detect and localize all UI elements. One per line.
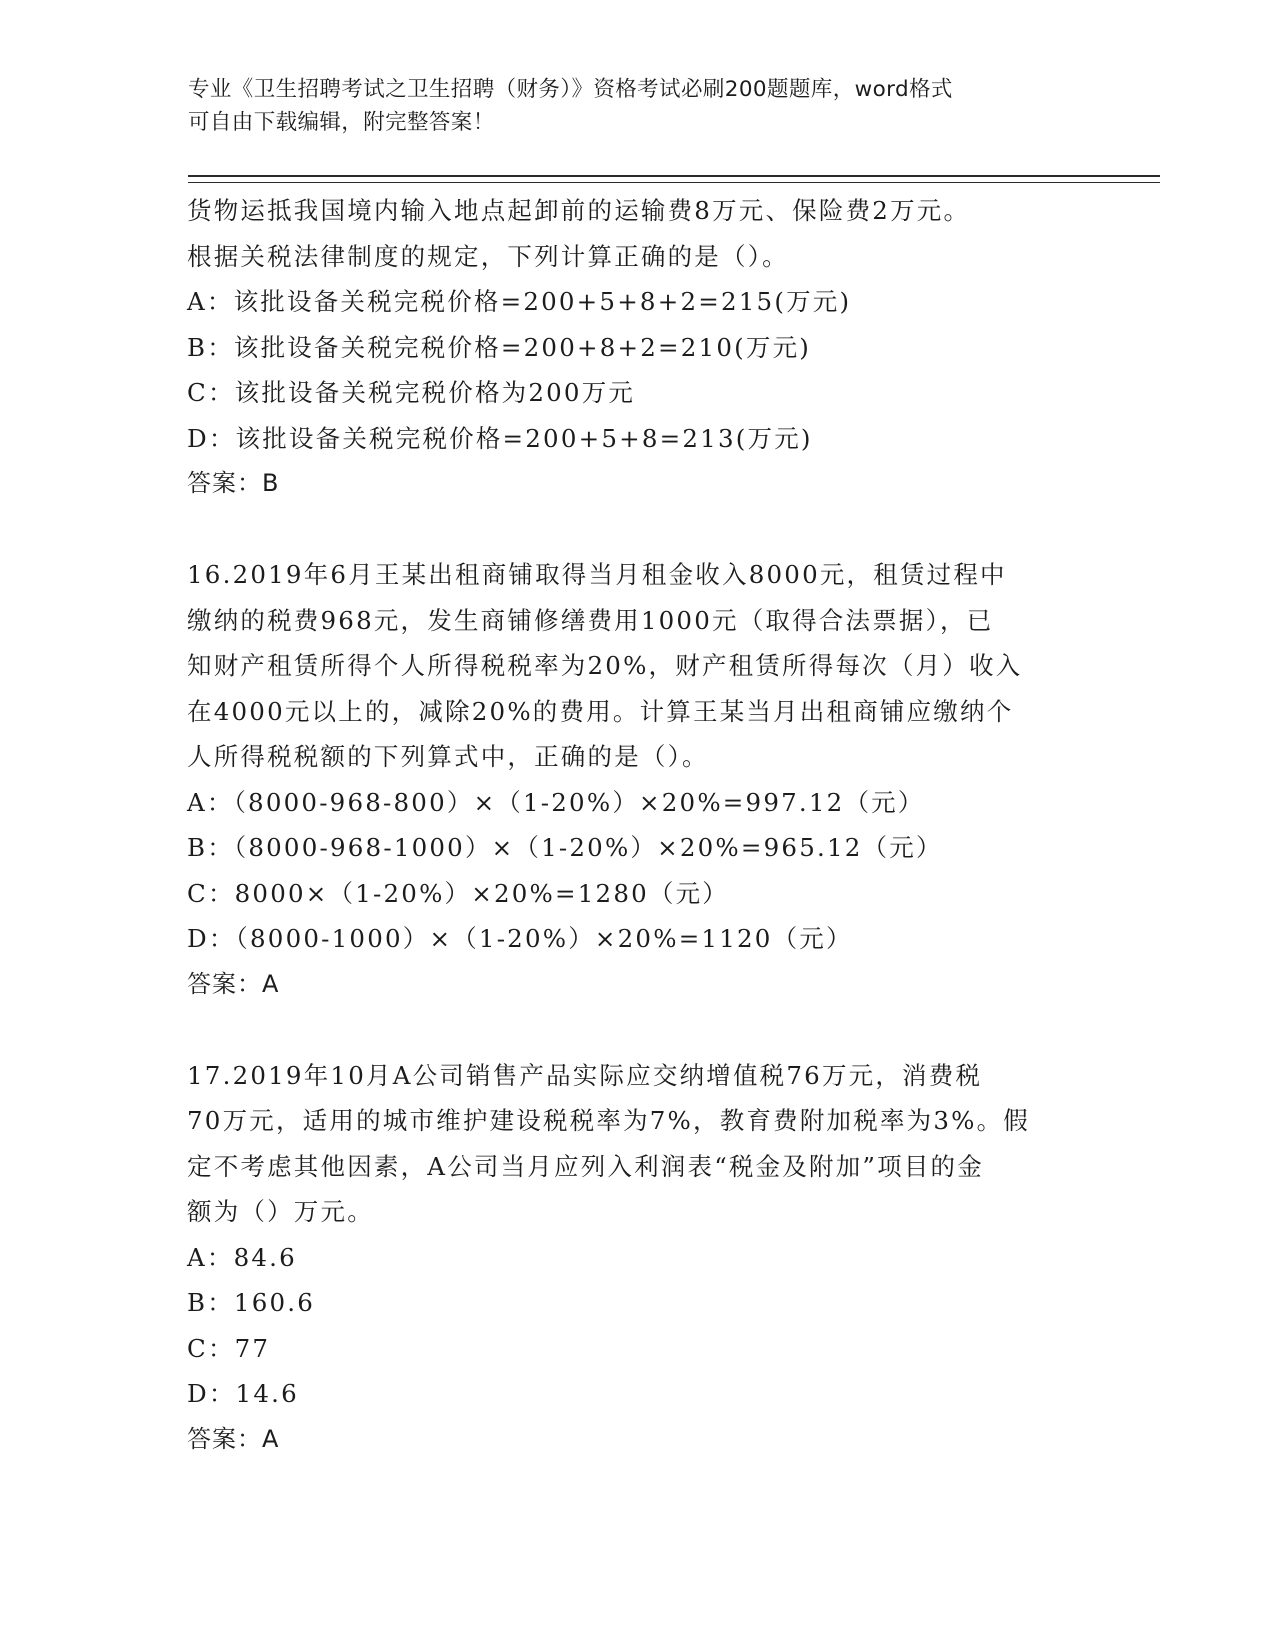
answer-line: 答案：B — [187, 469, 280, 497]
header-line: 专业《卫生招聘考试之卫生招聘（财务）》资格考试必刷200题题库，word格式 — [188, 77, 953, 102]
question-stem-line: 17.2019年10月A公司销售产品实际应交纳增值税76万元，消费税 — [187, 1060, 983, 1090]
question-stem-line: 货物运抵我国境内输入地点起卸前的运输费8万元、保险费2万元。 — [187, 196, 971, 225]
header-line: 可自由下载编辑，附完整答案！ — [188, 110, 495, 135]
option-c: C：8000×（1-20%）×20%=1280（元） — [187, 878, 730, 908]
question-stem-line: 定不考虑其他因素，A公司当月应列入利润表“税金及附加”项目的金 — [187, 1151, 984, 1181]
header-divider-thin — [188, 182, 1160, 183]
option-a: A：（8000-968-800）×（1-20%）×20%=997.12（元） — [187, 787, 925, 817]
answer-line: 答案：A — [187, 969, 280, 998]
question-stem-line: 根据关税法律制度的规定，下列计算正确的是（）。 — [187, 241, 789, 271]
option-b: B：（8000-968-1000）×（1-20%）×20%=965.12（元） — [187, 833, 943, 862]
option-b: B：该批设备关税完税价格=200+8+2=210(万元) — [187, 332, 812, 362]
question-list — [187, 188, 1087, 1462]
question-stem-line: 16.2019年6月王某出租商铺取得当月租金收入8000元，租赁过程中 — [187, 560, 1007, 589]
option-d: D：（8000-1000）×（1-20%）×20%=1120（元） — [187, 924, 853, 953]
option-c: C：该批设备关税完税价格为200万元 — [187, 378, 636, 407]
option-c: C：77 — [187, 1333, 271, 1363]
question-block — [187, 188, 1087, 507]
option-d: D：该批设备关税完税价格=200+5+8=213(万元) — [187, 423, 813, 453]
question-stem-line: 知财产租赁所得个人所得税税率为20%，财产租赁所得每次（月）收入 — [187, 651, 1023, 680]
option-b: B：160.6 — [187, 1288, 316, 1317]
question-stem-line: 缴纳的税费968元，发生商铺修缮费用1000元（取得合法票据），已 — [187, 605, 994, 635]
option-d: D：14.6 — [187, 1379, 299, 1408]
question-stem-line: 70万元，适用的城市维护建设税税率为7%，教育费附加税率为3%。假 — [187, 1106, 1031, 1135]
document-header — [188, 73, 1088, 139]
question-stem-line: 额为（）万元。 — [187, 1197, 374, 1226]
option-a: A：84.6 — [187, 1242, 297, 1272]
header-divider — [188, 175, 1160, 177]
option-a: A：该批设备关税完税价格=200+5+8+2=215(万元) — [187, 287, 852, 316]
question-block — [187, 552, 1087, 1007]
question-stem-line: 在4000元以上的，减除20%的费用。计算王某当月出租商铺应缴纳个 — [187, 696, 1014, 726]
question-block — [187, 1053, 1087, 1463]
answer-line: 答案：A — [187, 1424, 280, 1453]
question-stem-line: 人所得税税额的下列算式中，正确的是（）。 — [187, 742, 709, 771]
